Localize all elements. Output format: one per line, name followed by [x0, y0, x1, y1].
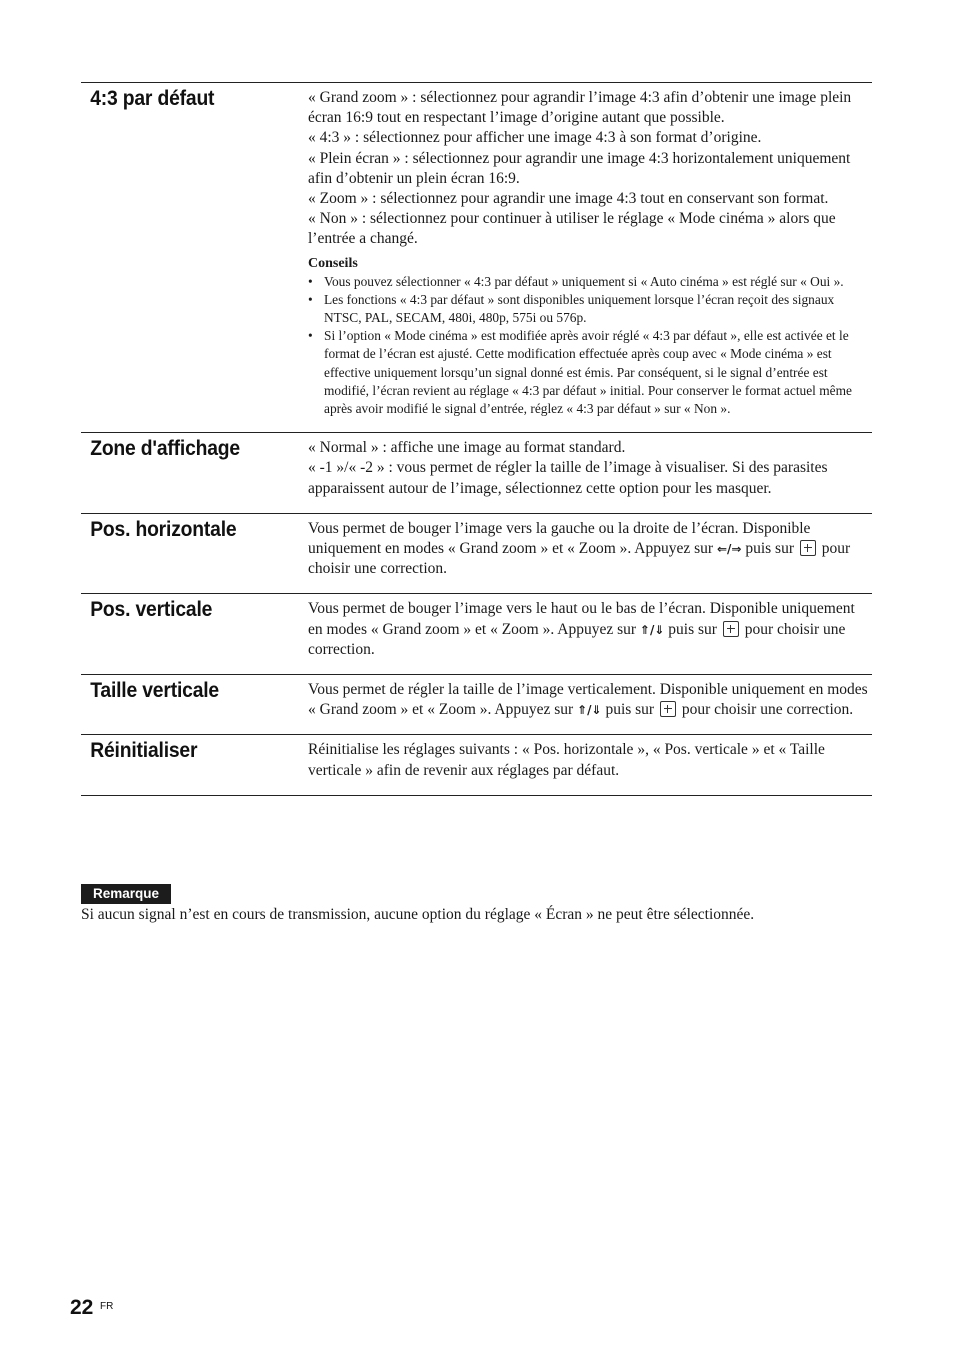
desc-line: « 4:3 » : sélectionnez pour afficher une image 4:3 à son format d’origine.: [308, 129, 762, 147]
up-down-arrow-icon: ⇑/⇓: [639, 622, 665, 637]
desc-text: pour choisir une correction.: [308, 540, 851, 578]
desc-line: [308, 519, 872, 580]
row-term: Taille verticale: [90, 679, 219, 703]
up-down-arrow-icon: ⇑/⇓: [577, 703, 602, 718]
desc-line: « Zoom » : sélectionnez pour agrandir une image 4:3 tout en conservant son format.: [308, 190, 829, 208]
desc-text: Vous permet de bouger l’image vers le haut ou le bas de l’écran. Disponible uniquement en modes « Grand zoom » et « Zoom ». Appuyez sur: [308, 600, 855, 638]
table-row-reinitialiser: [81, 735, 872, 795]
row-term: Pos. verticale: [90, 598, 213, 622]
row-term: Zone d'affichage: [90, 437, 240, 461]
row-description: [308, 594, 872, 674]
left-right-arrow-icon: ⇐/⇒: [716, 542, 742, 557]
desc-line: [308, 599, 872, 660]
enter-button-icon: [660, 701, 676, 717]
row-description: [308, 514, 872, 594]
tip-item: • Si l’option « Mode cinéma » est modifiée après avoir réglé « 4:3 par défaut », elle est activée et le format de l’écran est ajusté. Cette modification effectuée après coup avec « Mode cinéma » est effective uniquement lorsqu’un signal donné est émis. Par conséquent, si le signal d’entrée est modifié, l’écran revient au réglage « 4:3 par défaut » initial. Pour conserver le format actuel même après avoir modifié le signal d’entrée, réglez « 4:3 par défaut » sur « Non ».: [308, 327, 872, 418]
tip-item: • Vous pouvez sélectionner « 4:3 par défaut » uniquement si « Auto cinéma » est réglé sur « Oui ».: [308, 273, 872, 291]
desc-line: [308, 680, 872, 720]
table-row-pos-verticale: [81, 594, 872, 675]
desc-line: « Plein écran » : sélectionnez pour agrandir une image 4:3 horizontalement uniquement afin d’obtenir un plein écran 16:9.: [308, 149, 851, 187]
row-description: [308, 675, 872, 734]
table-row-taille-verticale: [81, 675, 872, 735]
tip-item: • Les fonctions « 4:3 par défaut » sont disponibles uniquement lorsque l’écran reçoit des signaux NTSC, PAL, SECAM, 480i, 480p, 575i ou 576p.: [308, 291, 872, 327]
enter-button-icon: [723, 621, 739, 637]
desc-text: puis sur: [601, 701, 658, 719]
row-description: [308, 735, 872, 794]
row-term: Pos. horizontale: [90, 517, 237, 541]
desc-text: pour choisir une correction.: [677, 701, 854, 719]
desc-text: pour choisir une correction.: [308, 620, 846, 658]
desc-line: Réinitialise les réglages suivants : « Pos. horizontale », « Pos. verticale » et « Taille verticale » afin de revenir aux réglages par défaut.: [308, 741, 825, 779]
row-description: [308, 433, 872, 513]
note-text: Si aucun signal n’est en cours de transmission, aucune option du réglage « Écran » ne peut être sélectionnée.: [81, 906, 755, 923]
page-number: 22: [70, 1296, 94, 1319]
desc-line: « Non » : sélectionnez pour continuer à utiliser le réglage « Mode cinéma » alors que l’entrée a changé.: [308, 210, 836, 248]
table-row-4-3-par-defaut: [81, 83, 872, 433]
page-language: FR: [100, 1301, 114, 1312]
note-badge: Remarque: [81, 884, 171, 904]
enter-button-icon: [800, 540, 816, 556]
desc-text: puis sur: [664, 620, 721, 638]
desc-line: « Normal » : affiche une image au format standard.: [308, 439, 626, 457]
tips-list: [308, 273, 872, 419]
tips-title: Conseils: [308, 255, 358, 271]
table-row-pos-horizontale: [81, 514, 872, 595]
desc-text: puis sur: [741, 540, 798, 558]
desc-text: Vous permet de régler la taille de l’image verticalement. Disponible uniquement en modes « Grand zoom » et « Zoom ». Appuyez sur: [308, 681, 868, 719]
row-term: Réinitialiser: [90, 739, 198, 763]
desc-text: Vous permet de bouger l’image vers la gauche ou la droite de l’écran. Disponible uniquement en modes « Grand zoom » et « Zoom ». Appuyez sur: [308, 519, 811, 558]
row-description: [308, 83, 872, 432]
settings-table: [81, 82, 872, 796]
desc-line: « Grand zoom » : sélectionnez pour agrandir l’image 4:3 afin d’obtenir une image plein écran 16:9 tout en respectant l’image d’origine autant que possible.: [308, 89, 852, 127]
row-term: 4:3 par défaut: [90, 87, 215, 110]
table-row-zone-affichage: [81, 433, 872, 514]
desc-line: « -1 »/« -2 » : vous permet de régler la taille de l’image à visualiser. Si des parasites apparaissent autour de l’image, sélectionnez cette option pour les masquer.: [308, 459, 828, 497]
